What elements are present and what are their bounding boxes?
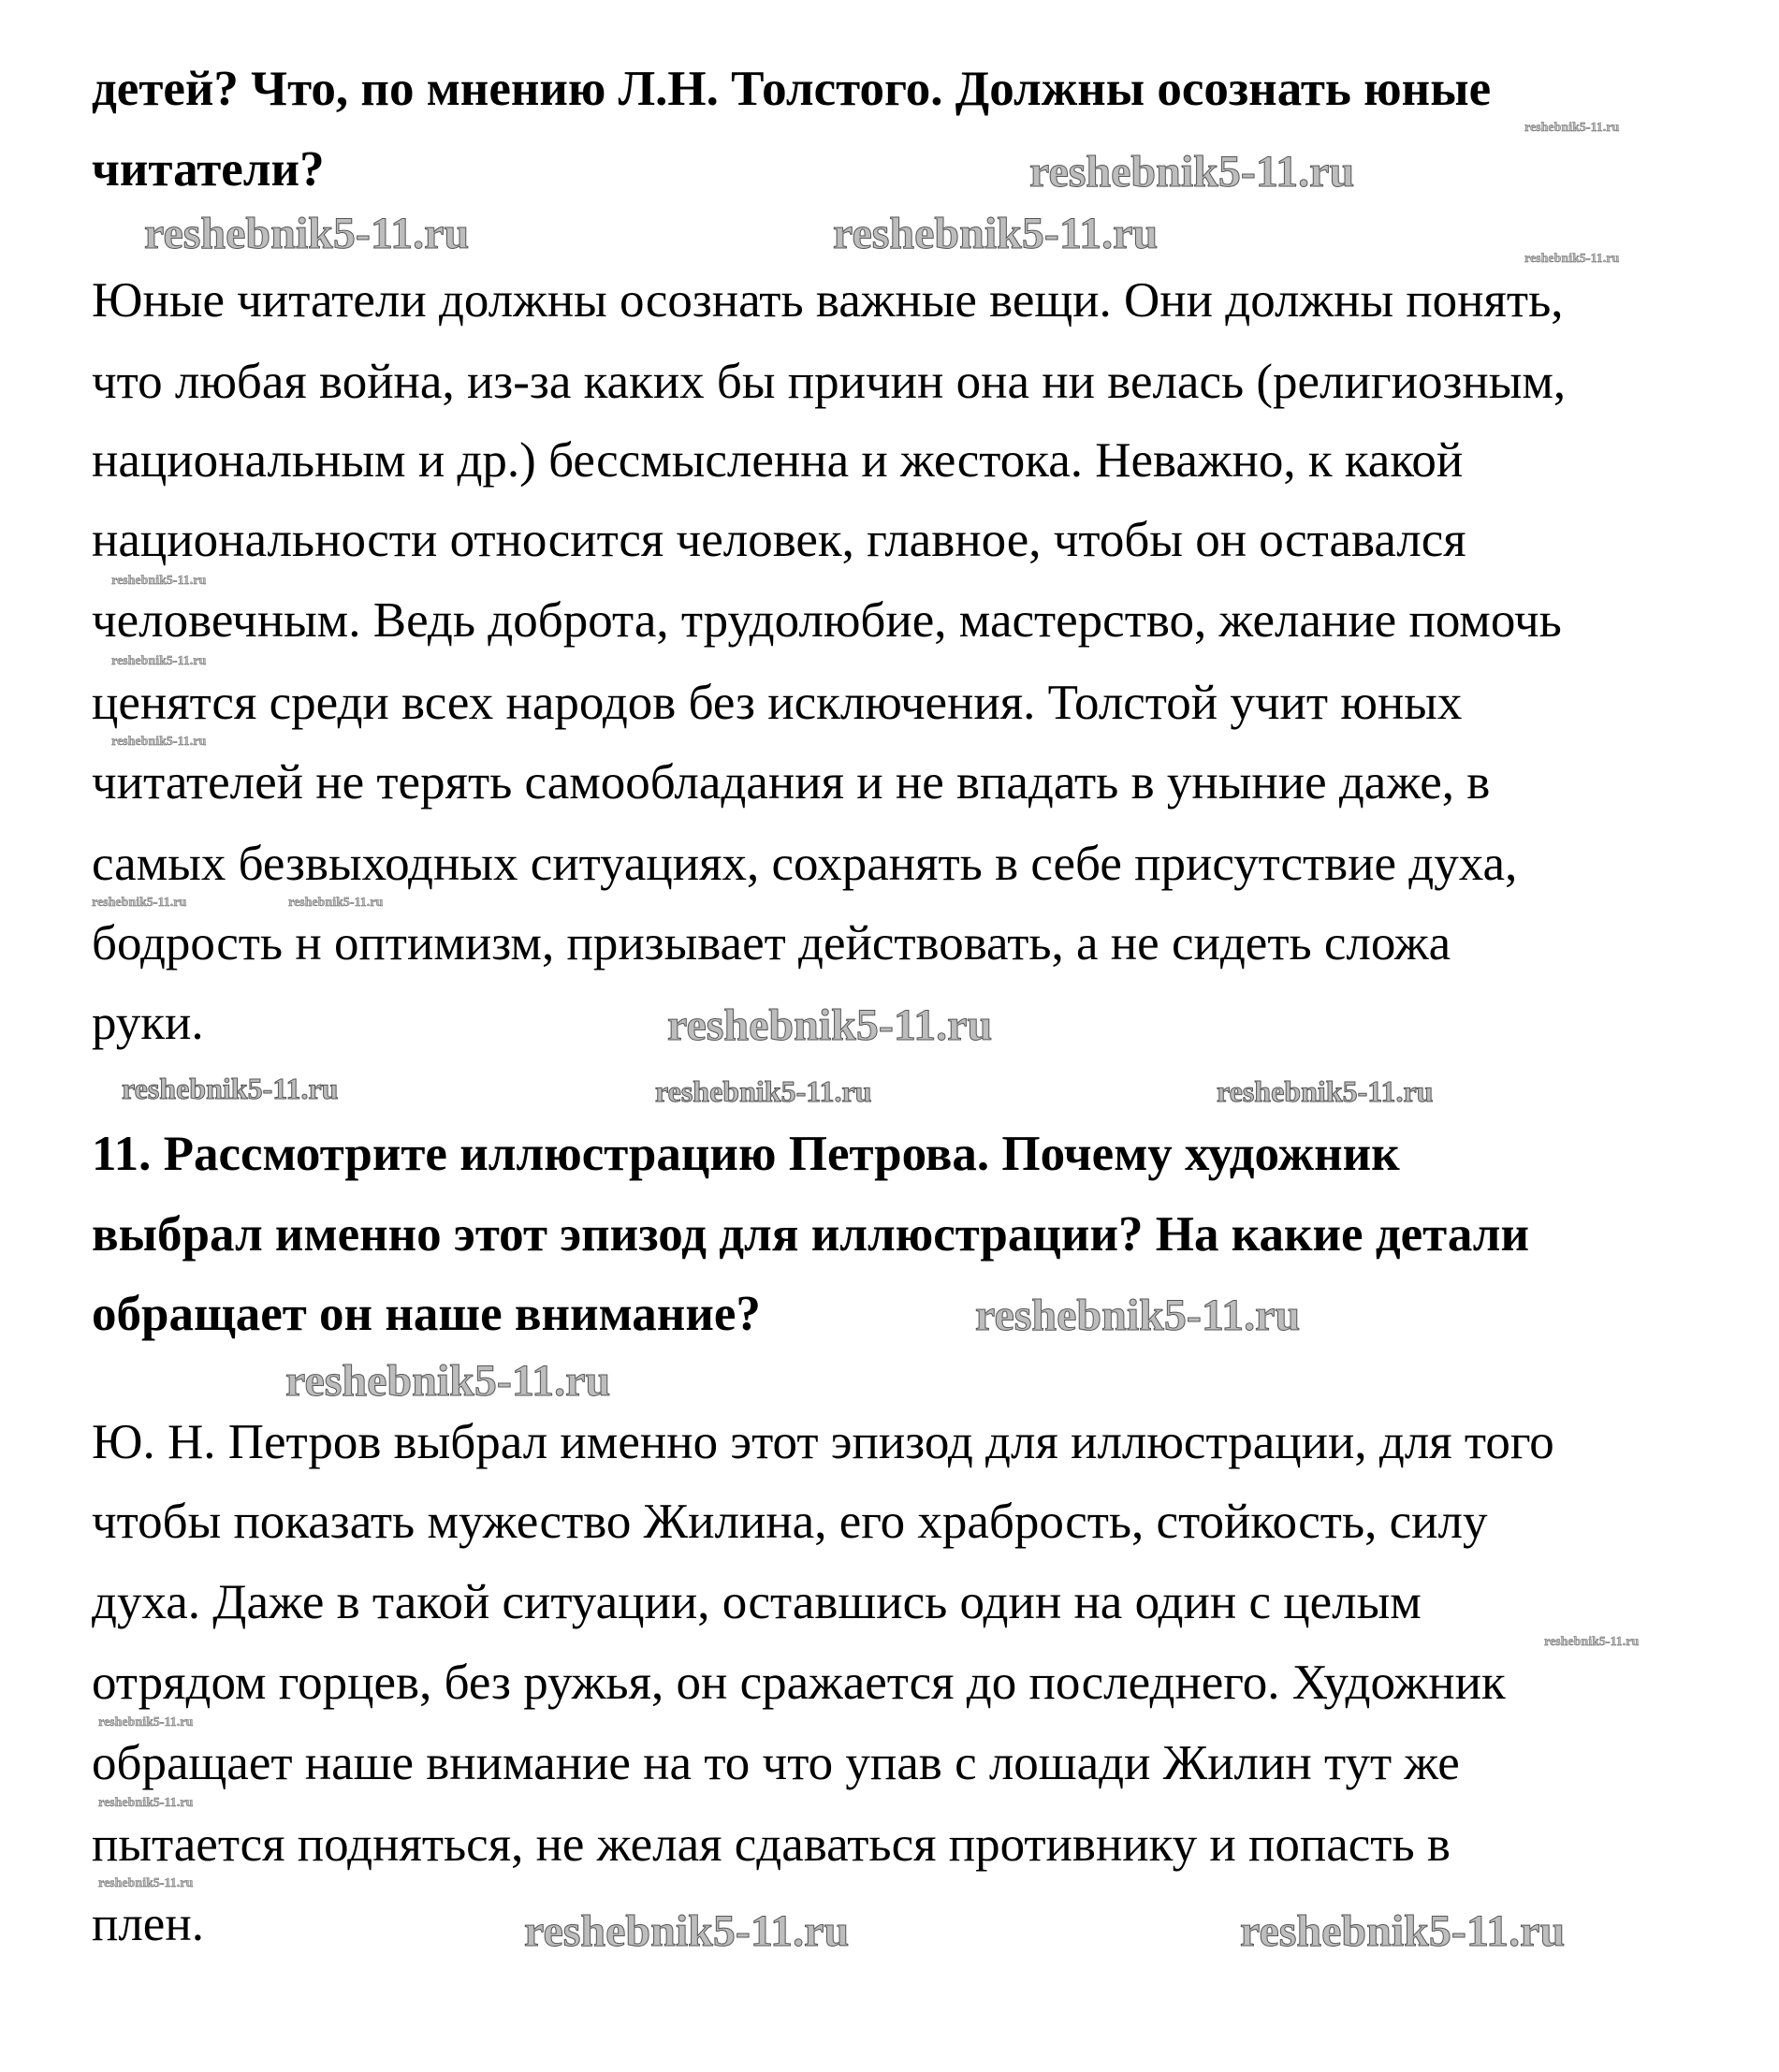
watermark: reshebnik5-11.ru bbox=[285, 1356, 611, 1406]
answer-text: национальным и др.) бессмысленна и жестока. Неважно, к какой bbox=[92, 433, 1464, 488]
question-text: детей? Что, по мнению Л.Н. Толстого. Должны осознать юные bbox=[92, 62, 1492, 116]
watermark: reshebnik5-11.ru bbox=[92, 896, 187, 910]
answer-text: Ю. Н. Петров выбрал именно этот эпизод для иллюстрации, для того bbox=[92, 1415, 1554, 1469]
answer-text: руки. bbox=[92, 996, 204, 1050]
watermark: reshebnik5-11.ru bbox=[1524, 252, 1620, 266]
watermark: reshebnik5-11.ru bbox=[1524, 121, 1620, 135]
watermark: reshebnik5-11.ru bbox=[975, 1291, 1301, 1340]
question-text: читатели? bbox=[92, 142, 325, 197]
answer-text: чтобы показать мужество Жилина, его храбрость, стойкость, силу bbox=[92, 1495, 1488, 1549]
watermark: reshebnik5-11.ru bbox=[98, 1876, 194, 1890]
answer-text: человечным. Ведь доброта, трудолюбие, мастерство, желание помочь bbox=[92, 593, 1562, 648]
watermark: reshebnik5-11.ru bbox=[111, 654, 207, 668]
watermark: reshebnik5-11.ru bbox=[1217, 1074, 1434, 1108]
answer-text: читателей не терять самообладания и не впадать в уныние даже, в bbox=[92, 755, 1491, 810]
watermark: reshebnik5-11.ru bbox=[1544, 1635, 1640, 1649]
watermark: reshebnik5-11.ru bbox=[667, 1000, 993, 1050]
answer-text: плен. bbox=[92, 1897, 204, 1951]
answer-text: пытается подняться, не желая сдаваться противнику и попасть в bbox=[92, 1817, 1451, 1872]
watermark: reshebnik5-11.ru bbox=[111, 574, 207, 588]
answer-text: ценятся среди всех народов без исключения. Толстой учит юных bbox=[92, 676, 1463, 730]
watermark: reshebnik5-11.ru bbox=[288, 896, 384, 910]
question-text: 11. Рассмотрите иллюстрацию Петрова. Почему художник bbox=[92, 1127, 1400, 1181]
watermark: reshebnik5-11.ru bbox=[144, 209, 470, 258]
watermark: reshebnik5-11.ru bbox=[98, 1715, 194, 1729]
answer-text: отрядом горцев, без ружья, он сражается до последнего. Художник bbox=[92, 1656, 1506, 1710]
watermark: reshebnik5-11.ru bbox=[1029, 147, 1355, 197]
watermark: reshebnik5-11.ru bbox=[524, 1906, 850, 1956]
watermark: reshebnik5-11.ru bbox=[98, 1796, 194, 1810]
answer-text: самых безвыходных ситуациях, сохранять в себе присутствие духа, bbox=[92, 837, 1518, 891]
answer-text: обращает наше внимание на то что упав с лошади Жилин тут же bbox=[92, 1736, 1460, 1790]
answer-text: что любая война, из-за каких бы причин она ни велась (религиозным, bbox=[92, 355, 1567, 409]
question-text: обращает он наше внимание? bbox=[92, 1287, 761, 1341]
answer-text: Юные читатели должны осознать важные вещи. Они должны понять, bbox=[92, 273, 1564, 328]
watermark: reshebnik5-11.ru bbox=[833, 209, 1159, 258]
question-text: выбрал именно этот эпизод для иллюстрации? На какие детали bbox=[92, 1207, 1530, 1262]
watermark: reshebnik5-11.ru bbox=[111, 735, 207, 749]
watermark: reshebnik5-11.ru bbox=[1240, 1906, 1566, 1956]
watermark: reshebnik5-11.ru bbox=[655, 1074, 872, 1108]
answer-text: бодрость н оптимизм, призывает действовать, а не сидеть сложа bbox=[92, 916, 1451, 970]
answer-text: национальности относится человек, главное, чтобы он оставался bbox=[92, 513, 1466, 567]
answer-text: духа. Даже в такой ситуации, оставшись один на один с целым bbox=[92, 1575, 1422, 1629]
watermark: reshebnik5-11.ru bbox=[122, 1072, 339, 1105]
